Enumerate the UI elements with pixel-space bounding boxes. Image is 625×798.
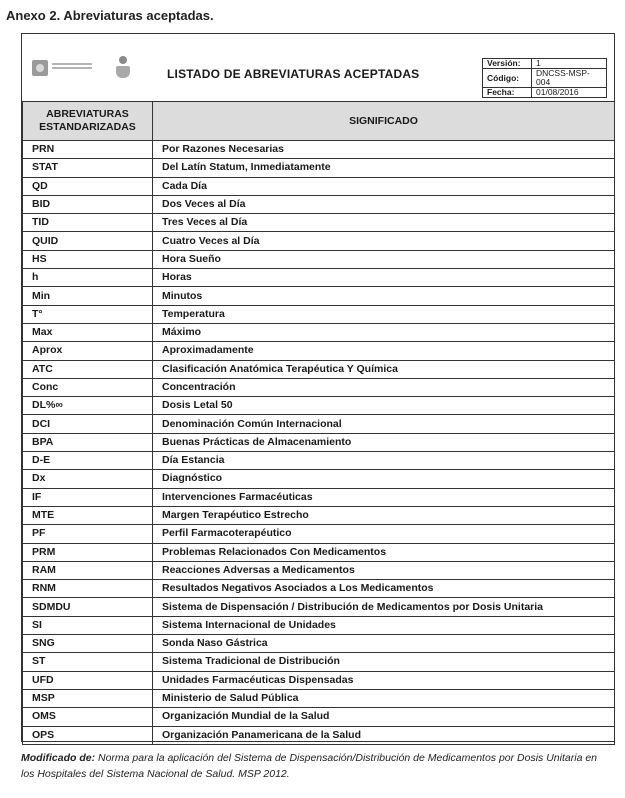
meaning-cell: Unidades Farmacéuticas Dispensadas [153, 671, 615, 689]
table-row [23, 525, 615, 543]
abbreviation-cell: h [23, 269, 153, 287]
abbreviation-cell: HS [23, 250, 153, 268]
abbreviation-cell: Max [23, 323, 153, 341]
table-row [23, 598, 615, 616]
meaning-cell: Organización Panamericana de la Salud [153, 726, 615, 744]
meaning-cell: Reacciones Adversas a Medicamentos [153, 561, 615, 579]
table-row [23, 195, 615, 213]
abbreviation-cell: Dx [23, 470, 153, 488]
table-row [23, 616, 615, 634]
meaning-cell: Minutos [153, 287, 615, 305]
meaning-cell: Buenas Prácticas de Almacenamiento [153, 433, 615, 451]
table-row [23, 214, 615, 232]
meaning-cell: Ministerio de Salud Pública [153, 689, 615, 707]
abbreviation-cell: Aprox [23, 342, 153, 360]
abbreviation-cell: SI [23, 616, 153, 634]
column-header-abbreviations: ABREVIATURAS ESTANDARIZADAS [23, 102, 153, 141]
meaning-cell: Sonda Naso Gástrica [153, 635, 615, 653]
table-row [23, 580, 615, 598]
meaning-cell: Perfil Farmacoterapéutico [153, 525, 615, 543]
abbreviation-cell: PRM [23, 543, 153, 561]
meaning-cell: Organización Mundial de la Salud [153, 708, 615, 726]
abbreviation-cell: DL%∞ [23, 397, 153, 415]
meaning-cell: Por Razones Necesarias [153, 141, 615, 159]
table-row [23, 232, 615, 250]
table-row [23, 671, 615, 689]
abbreviation-cell: DCI [23, 415, 153, 433]
meaning-cell: Diagnóstico [153, 470, 615, 488]
msp-logo-icon [32, 60, 48, 76]
document-title: LISTADO DE ABREVIATURAS ACEPTADAS [167, 67, 420, 81]
abbreviation-cell: IF [23, 488, 153, 506]
meaning-cell: Intervenciones Farmacéuticas [153, 488, 615, 506]
abbreviation-cell: QUID [23, 232, 153, 250]
table-row [23, 470, 615, 488]
meaning-cell: Aproximadamente [153, 342, 615, 360]
meaning-cell: Temperatura [153, 305, 615, 323]
table-row [23, 415, 615, 433]
abbreviations-document [21, 33, 615, 742]
ministry-logo-text-icon [52, 63, 92, 73]
table-row [23, 708, 615, 726]
emblem-icon [116, 56, 130, 78]
table-row [23, 141, 615, 159]
table-row [23, 287, 615, 305]
table-row [23, 653, 615, 671]
abbreviation-cell: BID [23, 195, 153, 213]
meaning-cell: Horas [153, 269, 615, 287]
table-row [23, 726, 615, 744]
document-caption: Anexo 2. Abreviaturas aceptadas. [6, 8, 214, 23]
table-row [23, 177, 615, 195]
version-label: Versión: [483, 59, 532, 69]
version-value: 1 [532, 59, 607, 69]
meaning-cell: Sistema Internacional de Unidades [153, 616, 615, 634]
abbreviation-cell: Conc [23, 378, 153, 396]
meaning-cell: Tres Veces al Día [153, 214, 615, 232]
abbreviation-cell: RNM [23, 580, 153, 598]
meaning-cell: Sistema Tradicional de Distribución [153, 653, 615, 671]
abbreviation-cell: ST [23, 653, 153, 671]
table-row [23, 323, 615, 341]
table-row [23, 250, 615, 268]
abbreviation-cell: BPA [23, 433, 153, 451]
date-label: Fecha: [483, 88, 532, 98]
table-row [23, 305, 615, 323]
meaning-cell: Margen Terapéutico Estrecho [153, 506, 615, 524]
table-row [23, 543, 615, 561]
table-row [23, 433, 615, 451]
abbreviation-cell: PF [23, 525, 153, 543]
table-row [23, 397, 615, 415]
document-metadata [482, 58, 607, 98]
meaning-cell: Clasificación Anatómica Terapéutica Y Química [153, 360, 615, 378]
abbreviation-cell: ATC [23, 360, 153, 378]
meaning-cell: Hora Sueño [153, 250, 615, 268]
date-value: 01/08/2016 [532, 88, 607, 98]
meaning-cell: Problemas Relacionados Con Medicamentos [153, 543, 615, 561]
meaning-cell: Sistema de Dispensación / Distribución de Medicamentos por Dosis Unitaria [153, 598, 615, 616]
abbreviation-cell: MTE [23, 506, 153, 524]
table-body [23, 141, 615, 745]
table-row [23, 635, 615, 653]
table-row [23, 506, 615, 524]
abbreviation-cell: QD [23, 177, 153, 195]
source-text: Norma para la aplicación del Sistema de Dispensación/Distribución de Medicamentos por Dosis Unitaria en los Hospitales del Sistema Nacional de Salud. MSP 2012. [21, 752, 598, 780]
document-header [22, 34, 614, 102]
abbreviation-cell: UFD [23, 671, 153, 689]
column-header-meaning: SIGNIFICADO [153, 102, 615, 141]
abbreviation-cell: OPS [23, 726, 153, 744]
abbreviation-cell: OMS [23, 708, 153, 726]
abbreviation-cell: D-E [23, 452, 153, 470]
abbreviation-cell: Min [23, 287, 153, 305]
meaning-cell: Concentración [153, 378, 615, 396]
source-label: Modificado de: [21, 752, 96, 764]
table-row [23, 452, 615, 470]
abbreviation-cell: T° [23, 305, 153, 323]
meaning-cell: Resultados Negativos Asociados a Los Medicamentos [153, 580, 615, 598]
meaning-cell: Cada Día [153, 177, 615, 195]
table-row [23, 342, 615, 360]
table-row [23, 159, 615, 177]
meaning-cell: Del Latín Statum, Inmediatamente [153, 159, 615, 177]
meaning-cell: Cuatro Veces al Día [153, 232, 615, 250]
meaning-cell: Denominación Común Internacional [153, 415, 615, 433]
table-row [23, 378, 615, 396]
table-row [23, 488, 615, 506]
meaning-cell: Máximo [153, 323, 615, 341]
abbreviation-cell: MSP [23, 689, 153, 707]
abbreviation-cell: SNG [23, 635, 153, 653]
code-value: DNCSS-MSP-004 [532, 69, 607, 88]
table-row [23, 561, 615, 579]
meaning-cell: Día Estancia [153, 452, 615, 470]
abbreviation-cell: TID [23, 214, 153, 232]
code-label: Código: [483, 69, 532, 88]
abbreviation-cell: STAT [23, 159, 153, 177]
abbreviation-cell: SDMDU [23, 598, 153, 616]
table-row [23, 360, 615, 378]
meaning-cell: Dosis Letal 50 [153, 397, 615, 415]
abbreviation-cell: PRN [23, 141, 153, 159]
source-note [21, 750, 611, 782]
meaning-cell: Dos Veces al Día [153, 195, 615, 213]
abbreviations-table [22, 101, 615, 745]
table-row [23, 269, 615, 287]
abbreviation-cell: RAM [23, 561, 153, 579]
table-row [23, 689, 615, 707]
